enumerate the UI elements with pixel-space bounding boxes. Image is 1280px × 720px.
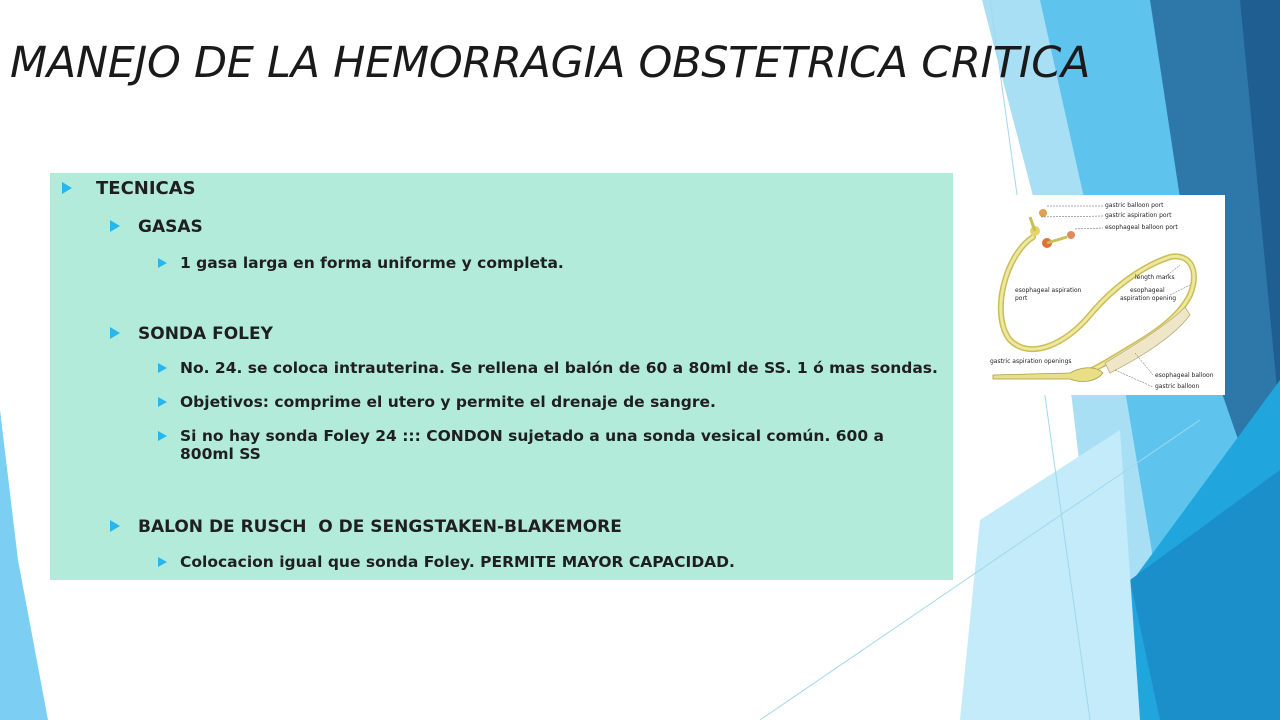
sengstaken-tube-figure xyxy=(985,195,1225,395)
port-icon xyxy=(1039,209,1047,217)
bullet-item xyxy=(158,553,948,571)
label-gastric-aspiration-port: gastric aspiration port xyxy=(1105,212,1172,219)
label-gastric-balloon: gastric balloon xyxy=(1155,383,1200,390)
heading-text: TECNICAS xyxy=(96,178,196,199)
port-icon xyxy=(1067,231,1075,239)
section-label: GASAS xyxy=(138,217,203,237)
bullet-item xyxy=(158,393,948,411)
gastric-tip-shape xyxy=(993,368,1103,382)
bullet-sonda-foley xyxy=(110,324,273,344)
bullet-arrow-icon xyxy=(158,431,167,441)
bullet-arrow-icon xyxy=(158,258,167,268)
label-esophageal-aspiration-opening-2: aspiration opening xyxy=(1120,295,1177,302)
item-text: No. 24. se coloca intrauterina. Se rellena el balón de 60 a 80ml de SS. 1 ó mas sondas. xyxy=(180,359,938,377)
bullet-item xyxy=(158,359,948,377)
bullet-item xyxy=(158,427,898,463)
label-esophageal-aspiration-opening: esophageal xyxy=(1130,287,1165,294)
bullet-tecnicas xyxy=(62,178,196,199)
bullet-gasas xyxy=(110,217,203,237)
bg-shape-bottom-light xyxy=(960,430,1140,720)
bullet-balon-rusch xyxy=(110,517,622,537)
bg-shape-left xyxy=(0,410,48,720)
label-esophageal-balloon-port: esophageal balloon port xyxy=(1105,224,1178,231)
label-gastric-aspiration-openings: gastric aspiration openings xyxy=(990,358,1072,365)
bullet-arrow-icon xyxy=(158,363,167,373)
esophageal-balloon-shape xyxy=(1105,307,1190,373)
bullet-arrow-icon xyxy=(110,520,120,532)
bullet-arrow-icon xyxy=(158,397,167,407)
label-esophageal-aspiration-port: esophageal aspiration xyxy=(1015,287,1082,294)
label-esophageal-balloon: esophageal balloon xyxy=(1155,372,1214,379)
label-length-marks: length marks xyxy=(1135,274,1175,281)
label-esophageal-aspiration-port-2: port xyxy=(1015,295,1028,302)
section-label: SONDA FOLEY xyxy=(138,324,273,344)
section-label: BALON DE RUSCH O DE SENGSTAKEN-BLAKEMORE xyxy=(138,517,622,537)
label-gastric-balloon-port: gastric balloon port xyxy=(1105,202,1164,209)
bullet-item xyxy=(158,254,948,272)
bullet-arrow-icon xyxy=(158,557,167,567)
item-text: Objetivos: comprime el utero y permite el drenaje de sangre. xyxy=(180,393,716,411)
item-text: Si no hay sonda Foley 24 ::: CONDON sujetado a una sonda vesical común. 600 a 800ml SS xyxy=(180,427,884,463)
slide-title: MANEJO DE LA HEMORRAGIA OBSTETRICA CRITICA xyxy=(10,38,1091,88)
bullet-arrow-icon xyxy=(110,327,120,339)
bullet-arrow-icon xyxy=(62,182,72,194)
item-text: 1 gasa larga en forma uniforme y completa. xyxy=(180,254,564,272)
tube-diagram xyxy=(985,195,1225,395)
bullet-arrow-icon xyxy=(110,220,120,232)
item-text: Colocacion igual que sonda Foley. PERMITE MAYOR CAPACIDAD. xyxy=(180,553,735,571)
